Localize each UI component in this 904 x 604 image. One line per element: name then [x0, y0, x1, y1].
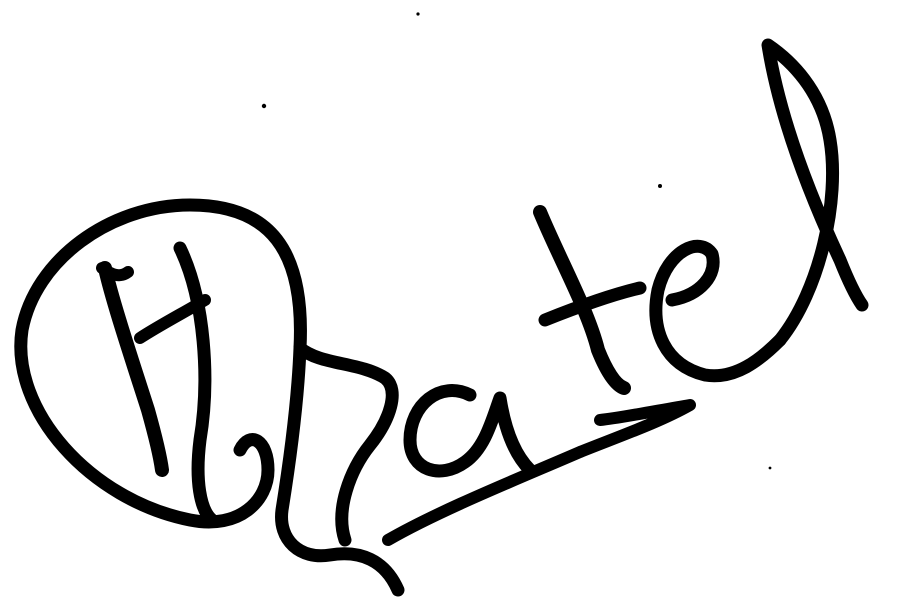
signature-letter-h-tick	[102, 268, 128, 275]
signature-letter-e	[656, 246, 780, 376]
ink-speck	[262, 104, 266, 108]
signature-letter-p-bowl	[300, 348, 392, 540]
signature-letter-h-right	[180, 248, 212, 520]
signature-letter-h-left	[105, 268, 162, 470]
signature-letter-p-stem	[282, 348, 398, 590]
ink-speck	[769, 467, 772, 470]
ink-speck	[416, 12, 419, 15]
signature-letter-l	[768, 45, 862, 340]
ink-speck	[39, 409, 42, 412]
signature-letter-a	[410, 391, 530, 471]
ink-speck	[658, 184, 662, 188]
